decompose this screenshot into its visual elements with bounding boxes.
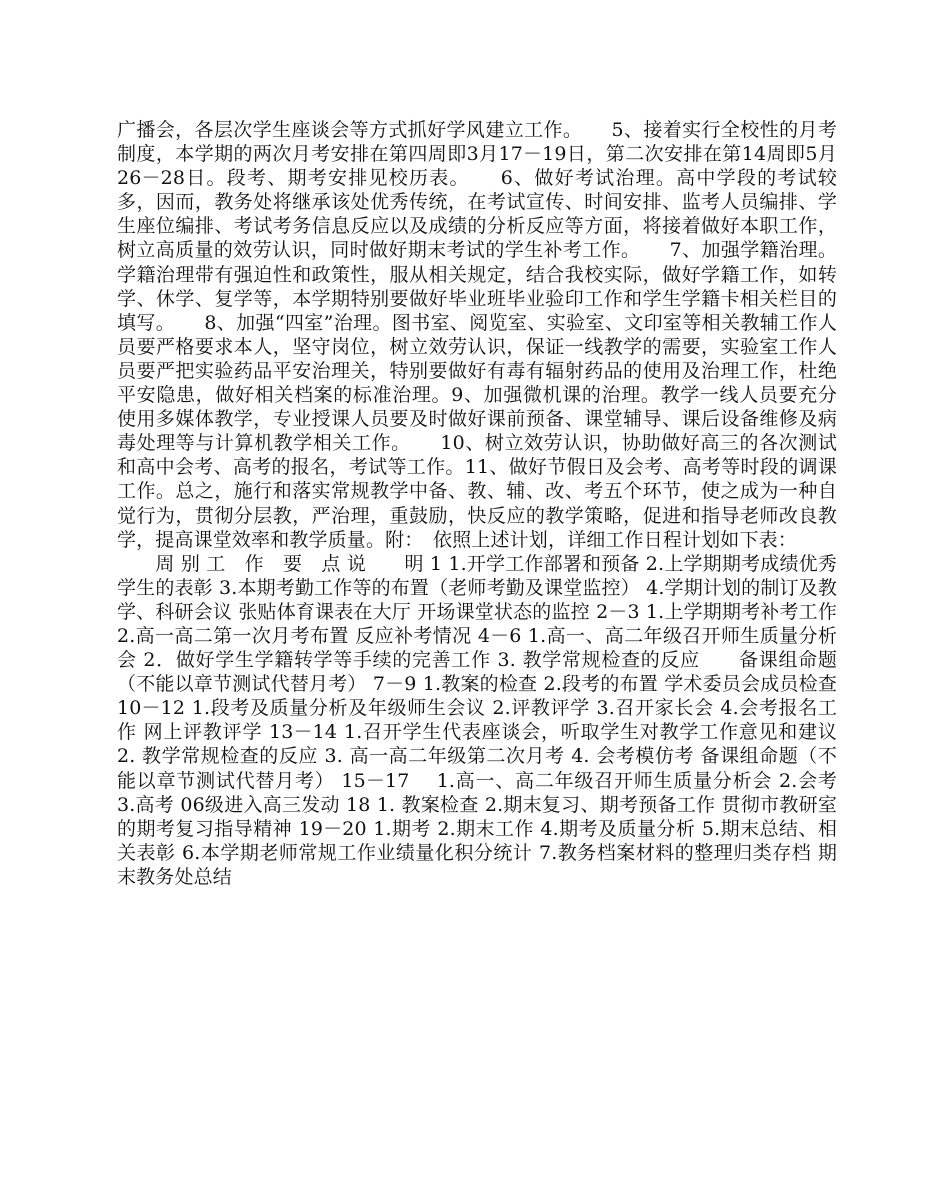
- schedule-table-text: 周 别 工 作 要 点 说 明 1 1.开学工作部署和预备 2.上学期期考成绩优秀学生的表彰 3.本期考勤工作等的布置（老师考勤及课堂监控） 4.学期计划的制订及教学、科研会议 张贴体育课表在大厅 开场课堂状态的监控 2－3 1.上学期期考补考工作 2.高一高二第一次月考布置 反应补考情况 4－6 1.高一、高二年级召开师生质量分析会 2．做好学生学籍转学等手续的完善工作 3. 教学常规检查的反应 备课组命题（不能以章节测试代替月考） 7－9 1.教案的检查 2.段考的布置 学术委员会成员检查 10－12 1.段考及质量分析及年级师生会议 2.评教评学 3.召开家长会 4.会考报名工作 网上评教评学 13－14 1.召开学生代表座谈会，听取学生对教学工作意见和建议 2. 教学常规检查的反应 3. 高一高二年级第二次月考 4. 会考模仿考 备课组命题（不能以章节测试代替月考） 15－17 1.高一、高二年级召开师生质量分析会 2.会考 3.高考 06级进入高三发动 18 1. 教案检查 2.期末复习、期考预备工作 贯彻市教研室的期考复习指导精神 19－20 1.期考 2.期末工作 4.期考及质量分析 5.期末总结、相关表彰 6.本学期老师常规工作业绩量化积分统计 7.教务档案材料的整理归类存档 期末教务处总结: [117, 552, 844, 888]
- work-plan-paragraph: 广播会，各层次学生座谈会等方式抓好学风建立工作。 5、接着实行全校性的月考制度，本学期的两次月考安排在第四周即3月17－19日，第二次安排在第14周即5月26－28日。段考、期考安排见校历表。 6、做好考试治理。高中学段的考试较多，因而，教务处将继承该处优秀传统，在考试宣传、时间安排、监考人员编排、学生座位编排、考试考务信息反应以及成绩的分析反应等方面，将接着做好本职工作，树立高质量的效劳认识，同时做好期末考试的学生补考工作。 7、加强学籍治理。学籍治理带有强迫性和政策性，服从相关规定，结合我校实际，做好学籍工作，如转学、休学、复学等，本学期特别要做好毕业班毕业验印工作和学生学籍卡相关栏目的填写。 8、加强“四室”治理。图书室、阅览室、实验室、文印室等相关教辅工作人员要严格要求本人，坚守岗位，树立效劳认识，保证一线教学的需要，实验室工作人员要严把实验药品平安治理关，特别要做好有毒有辐射药品的使用及治理工作，杜绝平安隐患，做好相关档案的标准治理。9、加强微机课的治理。教学一线人员要充分使用多媒体教学，专业授课人员要及时做好课前预备、课堂辅导、课后设备维修及病毒处理等与计算机教学相关工作。 10、树立效劳认识，协助做好高三的各次测试和高中会考、高考的报名，考试等工作。11、做好节假日及会考、高考等时段的调课工作。总之，施行和落实常规教学中备、教、辅、改、考五个环节，使之成为一种自觉行为，贯彻分层教，严治理，重鼓励，快反应的教学策略，促进和指导老师改良教学，提高课堂效率和教学质量。附： 依照上述计划，详细工作日程计划如下表：: [117, 119, 837, 551]
- document-body: [117, 118, 844, 889]
